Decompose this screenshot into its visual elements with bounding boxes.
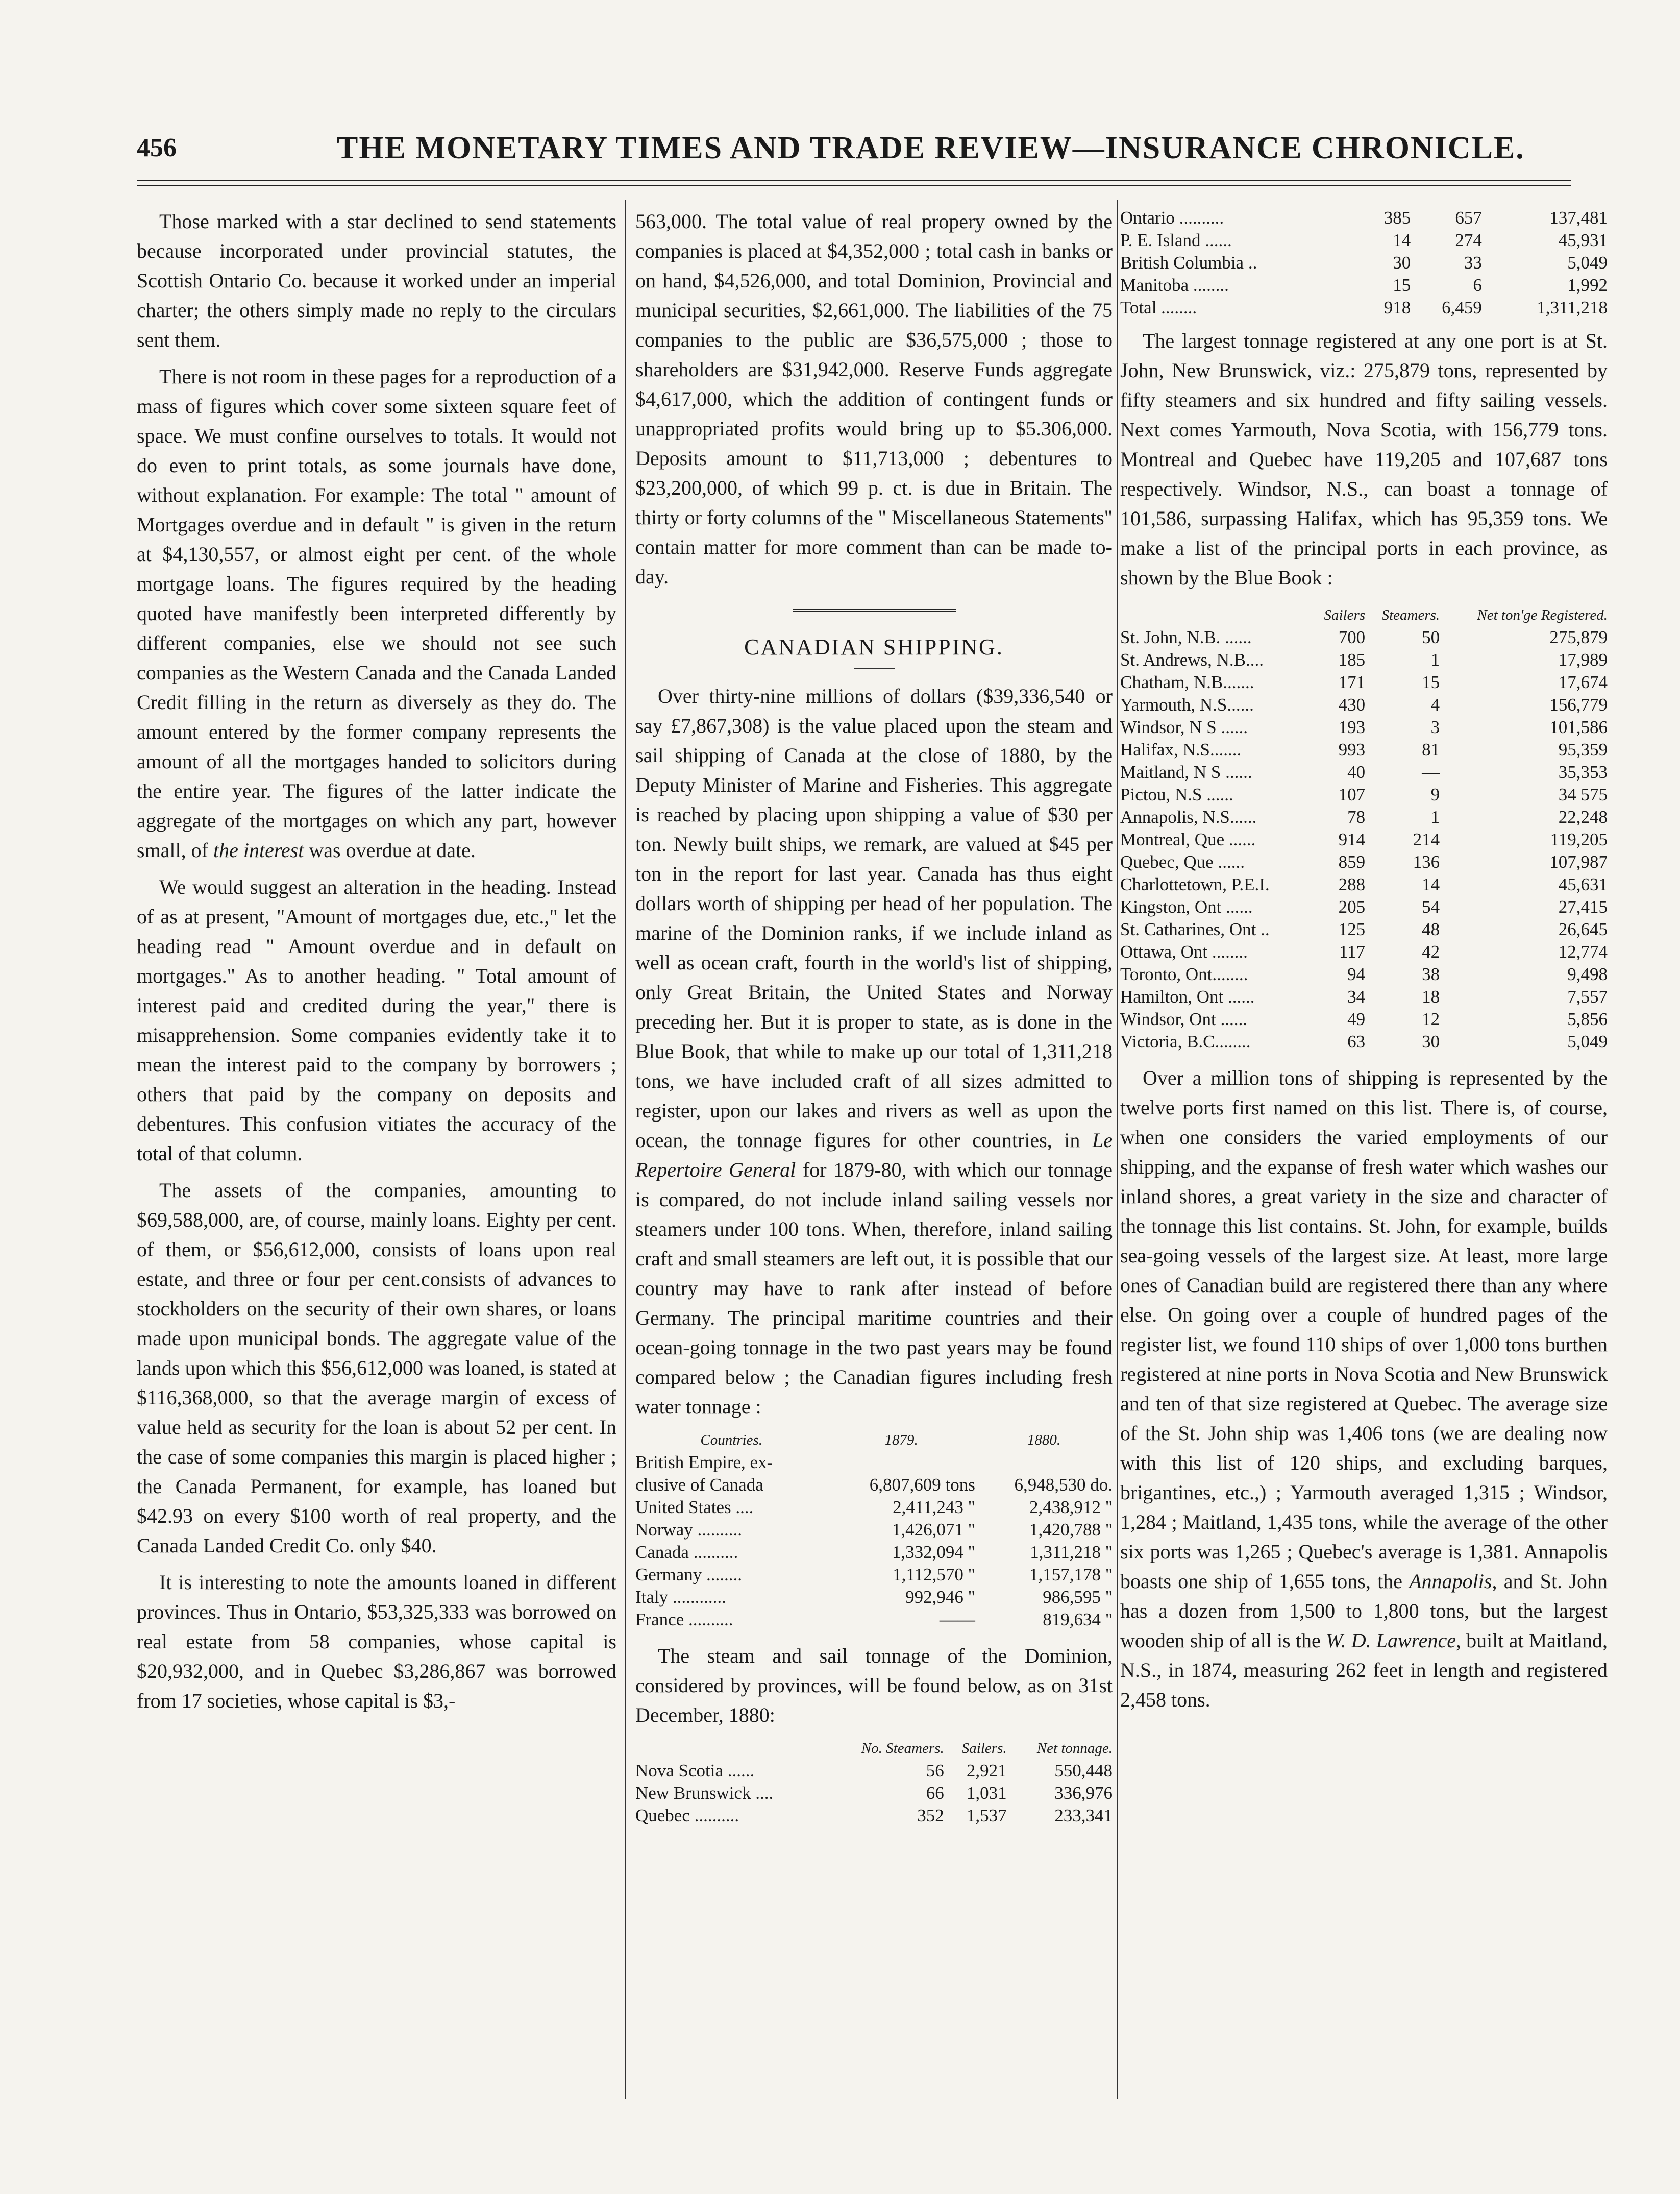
table-row: [635, 1608, 1113, 1631]
table-cell: 107,987: [1549, 852, 1608, 872]
table-cell: 137,481: [1549, 208, 1608, 228]
page-number: 456: [137, 133, 177, 162]
table-row: [1120, 671, 1608, 694]
table-row: [635, 1782, 1113, 1805]
table-row: [635, 1564, 1113, 1586]
table-cell: St. John, N.B. ......: [1120, 627, 1252, 647]
table-cell: 34 575: [1558, 785, 1608, 805]
column-3: [1120, 207, 1608, 2111]
table-cell: 657: [1455, 208, 1482, 228]
column-header: Sailers: [1324, 607, 1366, 623]
table-cell: 6,948,530 do.: [1014, 1475, 1113, 1495]
italic-text: W. D. Lawrence: [1325, 1629, 1456, 1652]
table-cell: Maitland, N S ......: [1120, 762, 1252, 782]
table-cell: 81: [1422, 740, 1440, 760]
table-cell: 14: [1422, 874, 1440, 894]
table-cell: 12,774: [1558, 942, 1608, 962]
table-cell: Kingston, Ont ......: [1120, 897, 1253, 917]
table-cell: 1,311,218 ": [1030, 1542, 1113, 1562]
column-header: Net ton'ge Registered.: [1477, 607, 1608, 623]
table-cell: 1,332,094 ": [892, 1542, 975, 1562]
column-header: 1879.: [884, 1432, 918, 1448]
paragraph: 563,000. The total value of real propery owned by the companies is placed at $4,352,000 ; total cash in banks or on hand, $4,526,000, and total Dominion, Provincial and municipal securities, $2,661,000. The liabilities of the 75 companies to the public are $36,575,000 ; those to shareholders are $31,942,000. Reserve Funds aggregate $4,617,000, which the addition of contingent funds or unappropriated profits would bring up to $5.306,000. Deposits amount to $11,713,000 ; debentures to $23,200,000, of which 99 p. ct. is due in Britain. The thirty or forty columns of the " Miscellaneous Statements" contain matter for more comment than can be made to-day.: [635, 210, 1113, 588]
table-cell: —: [1422, 762, 1440, 782]
table-cell: 3: [1430, 717, 1440, 737]
table-cell: ——: [939, 1610, 975, 1629]
table-cell: 27,415: [1558, 897, 1608, 917]
table-cell: 7,557: [1567, 987, 1608, 1007]
paragraph: We would suggest an alteration in the heading. Instead of as at present, "Amount of mortgages due, etc.," let the heading read " Amount overdue and in default on mortgages." As to another heading. " Total amount of interest paid and credited during the year," there is misapprehension. Some companies evidently take it to mean the interest paid to the company by borrowers ; others that paid by the company on deposits and debentures. This confusion vitiates the accuracy of the total of that column.: [137, 875, 616, 1165]
table-cell: St. Catharines, Ont ..: [1120, 919, 1270, 939]
table-row: [1120, 1031, 1608, 1053]
table-cell: 1,157,178 ": [1029, 1565, 1113, 1584]
paragraph: The steam and sail tonnage of the Dominion, considered by provinces, will be found below, as on 31st December, 1880:: [635, 1644, 1113, 1726]
table-cell: 66: [926, 1783, 944, 1803]
table-cell: 1,537: [966, 1806, 1007, 1825]
table-cell: 1: [1430, 807, 1440, 827]
table-header-row: [635, 1429, 1113, 1451]
table-cell: 2,921: [966, 1761, 1007, 1781]
table-cell: 38: [1422, 964, 1440, 984]
table-cell: Victoria, B.C........: [1120, 1032, 1251, 1052]
table-cell: 9,498: [1567, 964, 1608, 984]
table-cell: St. Andrews, N.B....: [1120, 650, 1264, 670]
table-cell: 193: [1338, 717, 1366, 737]
table-cell: 1,311,218: [1537, 298, 1608, 318]
column-2: [635, 207, 1113, 2111]
table-row: [1120, 229, 1608, 252]
paragraph: [1120, 1063, 1608, 1715]
table-cell: Windsor, N S ......: [1120, 717, 1248, 737]
table-cell: 5,856: [1567, 1009, 1608, 1029]
table-cell: Manitoba ........: [1120, 275, 1229, 295]
table-cell: 107: [1338, 785, 1366, 805]
table-row: [1120, 739, 1608, 761]
table-cell: 992,946 ": [905, 1587, 975, 1607]
paragraph-text: Over a million tons of shipping is represented by the twelve ports first named on this list. There is, of course, when one considers the varied employments of our shipping, and the expanse of fresh water which washes our inland shores, a great variety in the size and character of the tonnage this list contains. St. John, for example, builds sea-going vessels of the largest size. At least, more large ones of Canadian build are registered there than any where else. On going over a couple of hundred pages of the register list, we found 110 ships of over 1,000 tons burthen registered at nine ports in Nova Scotia and New Brunswick and ten of that size registered at Quebec. The average size of the St. John ship was 1,406 tons (we are dealing now with this list of 120 ships, and excluding barques, brigantines, etc.,) ; Yarmouth averaged 1,315 ; Windsor, 1,284 ; Maitland, 1,435 tons, while the average of the other six ports was 1,265 ; Quebec's average is 1,381. Annapolis boasts one ship of 1,655 tons, the: [1120, 1066, 1608, 1593]
table-row: [1120, 896, 1608, 918]
table-row: [1120, 828, 1608, 851]
table-cell: 1,992: [1567, 275, 1608, 295]
table-cell: Yarmouth, N.S......: [1120, 695, 1254, 715]
table-cell: 9: [1430, 785, 1440, 805]
paragraph: [635, 681, 1113, 1422]
table-cell: 1,112,570 ": [893, 1565, 975, 1584]
table-cell: 18: [1422, 987, 1440, 1007]
province-tonnage-table: [635, 1737, 1113, 1827]
column-header: No. Steamers.: [861, 1740, 944, 1757]
table-cell: 33: [1464, 253, 1482, 273]
paragraph: The largest tonnage registered at any one port is at St. John, New Brunswick, viz.: 275,879 tons, represented by fifty steamers and six hundred and fifty sailing vessels. Next comes Yarmouth, Nova Scotia, with 156,779 tons. Montreal and Quebec have 119,205 and 107,687 tons respectively. Windsor, N.S., can boast a tonnage of 101,586, surpassing Halifax, which has 95,359 tons. We make a list of the principal ports in each province, as shown by the Blue Book :: [1120, 329, 1608, 589]
paragraph-text: , and St. John has a dozen from 1,500 to 1,800 tons, but the largest wooden ship of all is the: [1120, 1570, 1608, 1652]
table-cell: 34: [1347, 987, 1366, 1007]
table-cell: Ontario ..........: [1120, 208, 1224, 228]
paragraph-text: was overdue at date.: [304, 839, 476, 862]
table-cell: Montreal, Que ......: [1120, 830, 1256, 849]
paragraph: The assets of the companies, amounting to $69,588,000, are, of course, mainly loans. Eighty per cent. of them, or $56,612,000, consists of loans upon real estate, and three or four per cent.consists of advances to stockholders on the security of their own shares, or loans made upon municipal bonds. The aggregate value of the lands upon which this $56,612,000 was loaned, is stated at $116,368,000, so that the average margin of excess of value held as security for the loan is about 52 per cent. In the case of some companies this margin is placed higher ; the Canada Permanent, for example, has loaned but $42.93 on every $100 worth of real property, and the Canada Landed Credit Co. only $40.: [137, 1179, 616, 1557]
table-row: [635, 1451, 1113, 1474]
table-cell: 48: [1422, 919, 1440, 939]
table-cell: 550,448: [1054, 1761, 1113, 1781]
table-cell: Ottawa, Ont ........: [1120, 942, 1248, 962]
table-cell: 1,031: [966, 1783, 1007, 1803]
table-cell: Nova Scotia ......: [635, 1761, 755, 1781]
table-row: [1120, 986, 1608, 1008]
table-cell: Quebec, Que ......: [1120, 852, 1245, 872]
header-rule: [137, 180, 1571, 181]
section-rule: [793, 609, 956, 615]
table-cell: 214: [1413, 830, 1440, 849]
table-cell: 119,205: [1550, 830, 1608, 849]
column-header: [1120, 604, 1312, 626]
table-cell: 5,049: [1567, 253, 1608, 273]
table-row: [1120, 1008, 1608, 1031]
table-row: [635, 1805, 1113, 1827]
table-row: [635, 1586, 1113, 1608]
table-row: [1120, 274, 1608, 297]
table-cell: Charlottetown, P.E.I.: [1120, 874, 1270, 894]
table-cell: 185: [1338, 650, 1366, 670]
table-cell: 17,674: [1558, 672, 1608, 692]
table-cell: France ..........: [635, 1610, 733, 1629]
table-cell: Halifax, N.S.......: [1120, 740, 1242, 760]
table-cell: 136: [1413, 852, 1440, 872]
table-row: [1120, 207, 1608, 229]
paragraph: Those marked with a star declined to send statements because incorporated under provincial statutes, the Scottish Ontario Co. because it worked under an imperial charter; the others simply made no reply to the circulars sent them.: [137, 210, 616, 351]
table-cell: 101,586: [1549, 717, 1608, 737]
table-cell: 156,779: [1549, 695, 1608, 715]
table-cell: clusive of Canada: [635, 1475, 763, 1495]
table-cell: 12: [1422, 1009, 1440, 1029]
table-cell: 819,634 ": [1043, 1610, 1113, 1629]
table-cell: 15: [1393, 275, 1411, 295]
table-cell: 49: [1347, 1009, 1366, 1029]
table-cell: 40: [1347, 762, 1366, 782]
table-row: [635, 1519, 1113, 1541]
table-cell: Germany ........: [635, 1565, 742, 1584]
column-divider: [625, 200, 626, 2099]
province-tonnage-table-continued: [1120, 207, 1608, 319]
table-cell: 35,353: [1558, 762, 1608, 782]
table-row: [635, 1474, 1113, 1496]
table-cell: Pictou, N.S ......: [1120, 785, 1233, 805]
table-row: [1120, 649, 1608, 671]
table-cell: 914: [1338, 830, 1366, 849]
section-title: CANADIAN SHIPPING.: [744, 635, 1004, 660]
ports-tonnage-table: [1120, 604, 1608, 1053]
table-cell: 30: [1393, 253, 1411, 273]
table-cell: 30: [1422, 1032, 1440, 1052]
column-header: Sailers.: [961, 1740, 1007, 1757]
table-cell: 1,426,071 ": [892, 1520, 975, 1540]
column-header: Countries.: [700, 1432, 763, 1448]
table-cell: 6,459: [1442, 298, 1482, 318]
running-title: THE MONETARY TIMES AND TRADE REVIEW—INSURANCE CHRONICLE.: [337, 131, 1525, 165]
italic-text: Annapolis: [1409, 1570, 1492, 1593]
countries-tonnage-table: [635, 1429, 1113, 1631]
table-row: [1120, 252, 1608, 274]
table-cell: 430: [1338, 695, 1366, 715]
table-cell: 1: [1430, 650, 1440, 670]
table-cell: 6: [1473, 275, 1482, 295]
table-cell: Quebec ..........: [635, 1806, 739, 1825]
table-cell: 14: [1393, 230, 1411, 250]
table-cell: 233,341: [1054, 1806, 1113, 1825]
table-cell: 700: [1338, 627, 1366, 647]
table-cell: 288: [1338, 874, 1366, 894]
table-cell: 993: [1338, 740, 1366, 760]
paragraph-text: There is not room in these pages for a reproduction of a mass of figures which cover some sixteen square feet of space. We must confine ourselves to totals. It would not do even to print totals, as some journals have done, without explanation. For example: The total " amount of Mortgages overdue and in default " is given in the return at $4,130,557, or almost eight per cent. of the whole mortgage loans. The figures required by the heading quoted have manifestly been interpreted differently by different companies, else we should not see such companies as the Western Canada and the Canada Landed Credit filling in the return as diversely as they do. The amount entered by the former company represents the amount of all the mortgages handed to solicitors during the entire year. The figures of the latter indicate the aggregate of the mortgages on which any part, however small, of: [137, 365, 616, 862]
table-cell: 4: [1430, 695, 1440, 715]
table-cell: United States ....: [635, 1497, 754, 1517]
table-row: [1120, 873, 1608, 896]
table-cell: 22,248: [1558, 807, 1608, 827]
table-row: [1120, 941, 1608, 963]
table-cell: 859: [1338, 852, 1366, 872]
table-cell: 274: [1455, 230, 1482, 250]
table-cell: 42: [1422, 942, 1440, 962]
table-cell: 95,359: [1558, 740, 1608, 760]
table-cell: 54: [1422, 897, 1440, 917]
table-cell: 78: [1347, 807, 1366, 827]
paragraph: [137, 362, 616, 865]
table-cell: Italy ............: [635, 1587, 726, 1607]
table-row: [635, 1760, 1113, 1782]
paragraph-text: Over thirty-nine millions of dollars ($39,336,540 or say £7,867,308) is the value placed upon the steam and sail shipping of Canada at the close of 1880, by the Deputy Minister of Marine and Fisheries. This aggregate is reached by placing upon shipping a value of $30 per ton. Newly built ships, we remark, are valued at $45 per ton in the report for last year. Canada has thus eight dollars worth of shipping per head of her population. The marine of the Dominion ranks, if we include inland as well as ocean craft, fourth in the world's list of shipping, only Great Britain, the United States and Norway preceding her. But it is proper to state, as is done in the Blue Book, that while to make up our total of 1,311,218 tons, we have included craft of all sizes admitted to register, upon our lakes and rivers as well as upon the ocean, the tonnage figures for other countries, in: [635, 685, 1113, 1152]
table-cell: 26,645: [1558, 919, 1608, 939]
paragraph: It is interesting to note the amounts loaned in different provinces. Thus in Ontario, $53,325,333 was borrowed on real estate from 58 companies, whose capital is $20,932,000, and in Quebec $3,286,867 was borrowed from 17 societies, whose capital is $3,-: [137, 1571, 616, 1712]
table-cell: New Brunswick ....: [635, 1783, 774, 1803]
column-header: [635, 1737, 828, 1760]
table-cell: 17,989: [1558, 650, 1608, 670]
table-cell: [975, 1451, 1113, 1474]
table-cell: Windsor, Ont ......: [1120, 1009, 1247, 1029]
column-header: Steamers.: [1381, 607, 1440, 623]
paragraph-text: for 1879-80, with which our tonnage is compared, do not include inland sailing vessels nor steamers under 100 tons. When, therefore, inland sailing craft and small steamers are left out, it is possible that our country may have to rank after instead of before Germany. The principal maritime countries and their ocean-going tonnage in the two past years may be found compared below ; the Canadian figures including fresh water tonnage :: [635, 1158, 1113, 1418]
table-cell: 117: [1339, 942, 1366, 962]
table-cell: Toronto, Ont........: [1120, 964, 1248, 984]
table-cell: 275,879: [1549, 627, 1608, 647]
paragraph-text: , built at Maitland, N.S., in 1874, measuring 262 feet in length and registered 2,458 tons.: [1120, 1629, 1608, 1711]
table-row: [1120, 806, 1608, 828]
table-cell: [827, 1451, 975, 1474]
table-cell: Total ........: [1120, 298, 1197, 318]
table-cell: 385: [1383, 208, 1411, 228]
table-row: [1120, 626, 1608, 649]
table-cell: P. E. Island ......: [1120, 230, 1232, 250]
table-cell: Annapolis, N.S......: [1120, 807, 1257, 827]
table-cell: 56: [926, 1761, 944, 1781]
table-cell: 1,420,788 ": [1029, 1520, 1113, 1540]
table-cell: 986,595 ": [1043, 1587, 1113, 1607]
table-cell: British Columbia ..: [1120, 253, 1257, 273]
table-row: [1120, 963, 1608, 986]
table-row: [1120, 761, 1608, 784]
table-cell: 2,438,912 ": [1029, 1497, 1113, 1517]
table-cell: 171: [1338, 672, 1366, 692]
table-cell: Hamilton, Ont ......: [1120, 987, 1255, 1007]
column-divider: [1117, 200, 1118, 2099]
total-row: [1120, 297, 1608, 319]
table-cell: 205: [1338, 897, 1366, 917]
table-cell: 5,049: [1567, 1032, 1608, 1052]
header-rule-double: [137, 185, 1571, 186]
table-cell: 352: [917, 1806, 944, 1825]
table-cell: Canada ..........: [635, 1542, 738, 1562]
table-cell: 336,976: [1054, 1783, 1113, 1803]
table-cell: 2,411,243 ": [893, 1497, 975, 1517]
table-cell: 45,631: [1558, 874, 1608, 894]
italic-text: Le Repertoire General: [635, 1129, 1113, 1181]
table-cell: British Empire, ex-: [635, 1452, 773, 1472]
table-cell: Chatham, N.B.......: [1120, 672, 1254, 692]
table-header-row: [1120, 604, 1608, 626]
italic-text: the interest: [213, 839, 304, 862]
title-dash: [854, 668, 895, 669]
table-header-row: [635, 1737, 1113, 1760]
table-row: [635, 1541, 1113, 1564]
table-row: [1120, 851, 1608, 873]
table-row: [1120, 716, 1608, 739]
table-cell: 63: [1347, 1032, 1366, 1052]
table-cell: 125: [1338, 919, 1366, 939]
column-1: [137, 207, 616, 2111]
table-cell: 15: [1422, 672, 1440, 692]
table-cell: 918: [1383, 298, 1411, 318]
table-cell: 6,807,609 tons: [869, 1475, 975, 1495]
table-row: [1120, 918, 1608, 941]
table-row: [1120, 784, 1608, 806]
column-header: 1880.: [1027, 1432, 1061, 1448]
table-cell: 94: [1347, 964, 1366, 984]
column-header: Net tonnage.: [1036, 1740, 1113, 1757]
table-row: [1120, 694, 1608, 716]
table-cell: 50: [1422, 627, 1440, 647]
table-cell: 45,931: [1558, 230, 1608, 250]
table-row: [635, 1496, 1113, 1519]
table-cell: Norway ..........: [635, 1520, 742, 1540]
